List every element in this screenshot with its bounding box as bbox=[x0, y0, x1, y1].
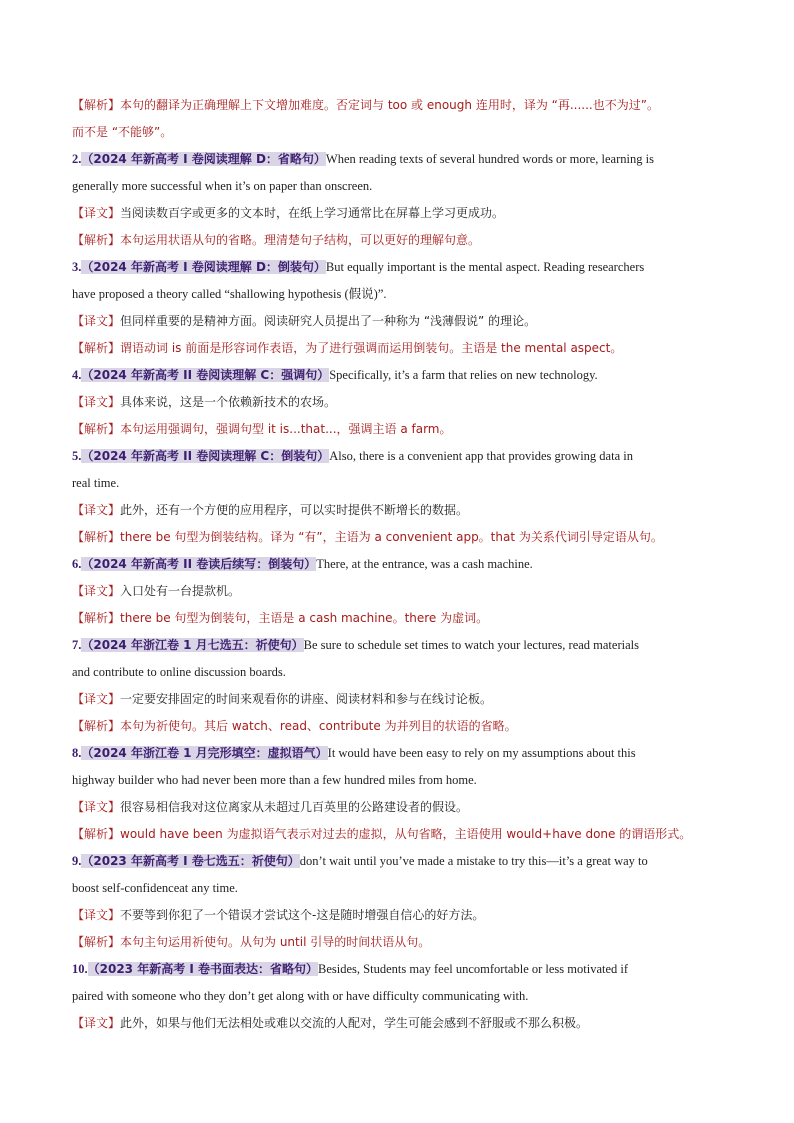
translation-label: 【译文】 bbox=[72, 692, 121, 706]
question-line-cont bbox=[72, 659, 724, 686]
question-number: 10. bbox=[72, 962, 88, 976]
question-line bbox=[72, 956, 724, 983]
question-sentence: When reading texts of several hundred words or more, learning is bbox=[325, 152, 654, 166]
analysis-label: 【解析】 bbox=[72, 719, 121, 733]
translation-line bbox=[72, 308, 724, 335]
question-number: 8. bbox=[72, 746, 82, 760]
question-number: 6. bbox=[72, 557, 82, 571]
question-sentence: But equally important is the mental aspect. Reading researchers bbox=[325, 260, 645, 274]
analysis-line bbox=[72, 92, 724, 119]
question-sentence-cont: and contribute to online discussion boards. bbox=[72, 665, 286, 679]
analysis-text-cont: 而不是 “不能够”。 bbox=[72, 125, 173, 139]
analysis-text: 本句的翻译为正确理解上下文增加难度。否定词与 too 或 enough 连用时，译为 “再......也不为过”。 bbox=[120, 98, 659, 112]
question-sentence-cont: highway builder who had never been more than a few hundred miles from home. bbox=[72, 773, 477, 787]
analysis-line bbox=[72, 929, 724, 956]
question-line-cont bbox=[72, 767, 724, 794]
question-sentence: Besides, Students may feel uncomfortable or less motivated if bbox=[318, 962, 629, 976]
question-line-cont bbox=[72, 281, 724, 308]
translation-label: 【译文】 bbox=[72, 314, 121, 328]
analysis-text: 本句运用强调句，强调句型 it is...that...，强调主语 a farm。 bbox=[120, 422, 452, 436]
question-line-cont bbox=[72, 875, 724, 902]
question-line-cont bbox=[72, 173, 724, 200]
analysis-label: 【解析】 bbox=[72, 422, 121, 436]
translation-line bbox=[72, 578, 724, 605]
analysis-label: 【解析】 bbox=[72, 935, 121, 949]
translation-text: 当阅读数百字或更多的文本时，在纸上学习通常比在屏幕上学习更成功。 bbox=[120, 206, 505, 220]
translation-label: 【译文】 bbox=[72, 395, 121, 409]
translation-line bbox=[72, 794, 724, 821]
translation-text: 入口处有一台提款机。 bbox=[120, 584, 241, 598]
question-number: 9. bbox=[72, 854, 82, 868]
analysis-label: 【解析】 bbox=[72, 530, 121, 544]
analysis-text: 谓语动词 is 前面是形容词作表语，为了进行强调而运用倒装句。主语是 the mental aspect。 bbox=[120, 341, 623, 355]
translation-text: 此外，如果与他们无法相处或难以交流的人配对，学生可能会感到不舒服或不那么积极。 bbox=[120, 1016, 589, 1030]
question-sentence: Also, there is a convenient app that provides growing data in bbox=[329, 449, 633, 463]
question-line bbox=[72, 254, 724, 281]
analysis-line bbox=[72, 821, 724, 848]
translation-label: 【译文】 bbox=[72, 1016, 121, 1030]
question-number: 2. bbox=[72, 152, 82, 166]
analysis-label: 【解析】 bbox=[72, 827, 121, 841]
question-sentence: Be sure to schedule set times to watch your lectures, read materials bbox=[303, 638, 639, 652]
translation-line bbox=[72, 389, 724, 416]
analysis-line bbox=[72, 713, 724, 740]
translation-label: 【译文】 bbox=[72, 584, 121, 598]
analysis-line-cont bbox=[72, 119, 724, 146]
analysis-text: would have been 为虚拟语气表示对过去的虚拟，从句省略，主语使用 would+have done 的谓语形式。 bbox=[120, 827, 692, 841]
analysis-label: 【解析】 bbox=[72, 233, 121, 247]
analysis-line bbox=[72, 227, 724, 254]
translation-label: 【译文】 bbox=[72, 503, 121, 517]
question-line bbox=[72, 551, 724, 578]
translation-text: 具体来说，这是一个依赖新技术的农场。 bbox=[120, 395, 337, 409]
question-line bbox=[72, 146, 724, 173]
translation-label: 【译文】 bbox=[72, 206, 121, 220]
analysis-text: there be 句型为倒装句，主语是 a cash machine。there 为虚词。 bbox=[120, 611, 489, 625]
translation-text: 但同样重要的是精神方面。阅读研究人员提出了一种称为 “浅薄假说” 的理论。 bbox=[120, 314, 537, 328]
question-line bbox=[72, 848, 724, 875]
analysis-label: 【解析】 bbox=[72, 611, 121, 625]
question-source: （2024 年新高考 I 卷阅读理解 D：倒装句） bbox=[81, 260, 326, 274]
analysis-text: 本句为祈使句。其后 watch、read、contribute 为并列目的状语的省略。 bbox=[120, 719, 517, 733]
translation-line bbox=[72, 497, 724, 524]
question-number: 5. bbox=[72, 449, 82, 463]
question-source: （2024 年浙江卷 1 月完形填空：虚拟语气） bbox=[81, 746, 328, 760]
question-source: （2023 年新高考 I 卷书面表达：省略句） bbox=[87, 962, 319, 976]
translation-text: 一定要安排固定的时间来观看你的讲座、阅读材料和参与在线讨论板。 bbox=[120, 692, 493, 706]
question-line bbox=[72, 443, 724, 470]
analysis-label: 【解析】 bbox=[72, 341, 121, 355]
translation-label: 【译文】 bbox=[72, 800, 121, 814]
question-number: 4. bbox=[72, 368, 82, 382]
question-sentence: Specifically, it’s a farm that relies on new technology. bbox=[329, 368, 598, 382]
translation-text: 不要等到你犯了一个错误才尝试这个-这是随时增强自信心的好方法。 bbox=[120, 908, 485, 922]
question-source: （2024 年新高考 II 卷读后续写：倒装句） bbox=[81, 557, 317, 571]
translation-line bbox=[72, 1010, 724, 1037]
question-line bbox=[72, 362, 724, 389]
document-page bbox=[72, 92, 724, 1037]
question-sentence-cont: real time. bbox=[72, 476, 120, 490]
question-sentence: There, at the entrance, was a cash machine. bbox=[316, 557, 533, 571]
question-line-cont bbox=[72, 983, 724, 1010]
question-number: 7. bbox=[72, 638, 82, 652]
question-source: （2023 年新高考 I 卷七选五：祈使句） bbox=[81, 854, 300, 868]
analysis-line bbox=[72, 605, 724, 632]
question-source: （2024 年浙江卷 1 月七选五：祈使句） bbox=[81, 638, 304, 652]
question-sentence: don’t wait until you’ve made a mistake to try this—it’s a great way to bbox=[299, 854, 648, 868]
translation-line bbox=[72, 686, 724, 713]
translation-label: 【译文】 bbox=[72, 908, 121, 922]
question-sentence-cont: have proposed a theory called “shallowing hypothesis (假说)”. bbox=[72, 287, 387, 301]
translation-text: 此外，还有一个方便的应用程序，可以实时提供不断增长的数据。 bbox=[120, 503, 469, 517]
question-sentence-cont: paired with someone who they don’t get along with or have difficulty communicating with. bbox=[72, 989, 529, 1003]
question-line bbox=[72, 740, 724, 767]
translation-line bbox=[72, 200, 724, 227]
question-line-cont bbox=[72, 470, 724, 497]
analysis-line bbox=[72, 335, 724, 362]
question-line bbox=[72, 632, 724, 659]
question-source: （2024 年新高考 I 卷阅读理解 D：省略句） bbox=[81, 152, 326, 166]
question-source: （2024 年新高考 II 卷阅读理解 C：强调句） bbox=[81, 368, 330, 382]
analysis-label: 【解析】 bbox=[72, 98, 121, 112]
question-source: （2024 年新高考 II 卷阅读理解 C：倒装句） bbox=[81, 449, 330, 463]
question-number: 3. bbox=[72, 260, 82, 274]
analysis-text: 本句运用状语从句的省略。理清楚句子结构，可以更好的理解句意。 bbox=[120, 233, 481, 247]
question-sentence: It would have been easy to rely on my assumptions about this bbox=[327, 746, 636, 760]
question-sentence-cont: boost self-confidenceat any time. bbox=[72, 881, 238, 895]
analysis-text: there be 句型为倒装结构。译为 “有”，主语为 a convenient app。that 为关系代词引导定语从句。 bbox=[120, 530, 663, 544]
translation-text: 很容易相信我对这位离家从未超过几百英里的公路建设者的假设。 bbox=[120, 800, 469, 814]
question-sentence-cont: generally more successful when it’s on paper than onscreen. bbox=[72, 179, 373, 193]
analysis-line bbox=[72, 416, 724, 443]
translation-line bbox=[72, 902, 724, 929]
analysis-text: 本句主句运用祈使句。从句为 until 引导的时间状语从句。 bbox=[120, 935, 431, 949]
analysis-line bbox=[72, 524, 724, 551]
